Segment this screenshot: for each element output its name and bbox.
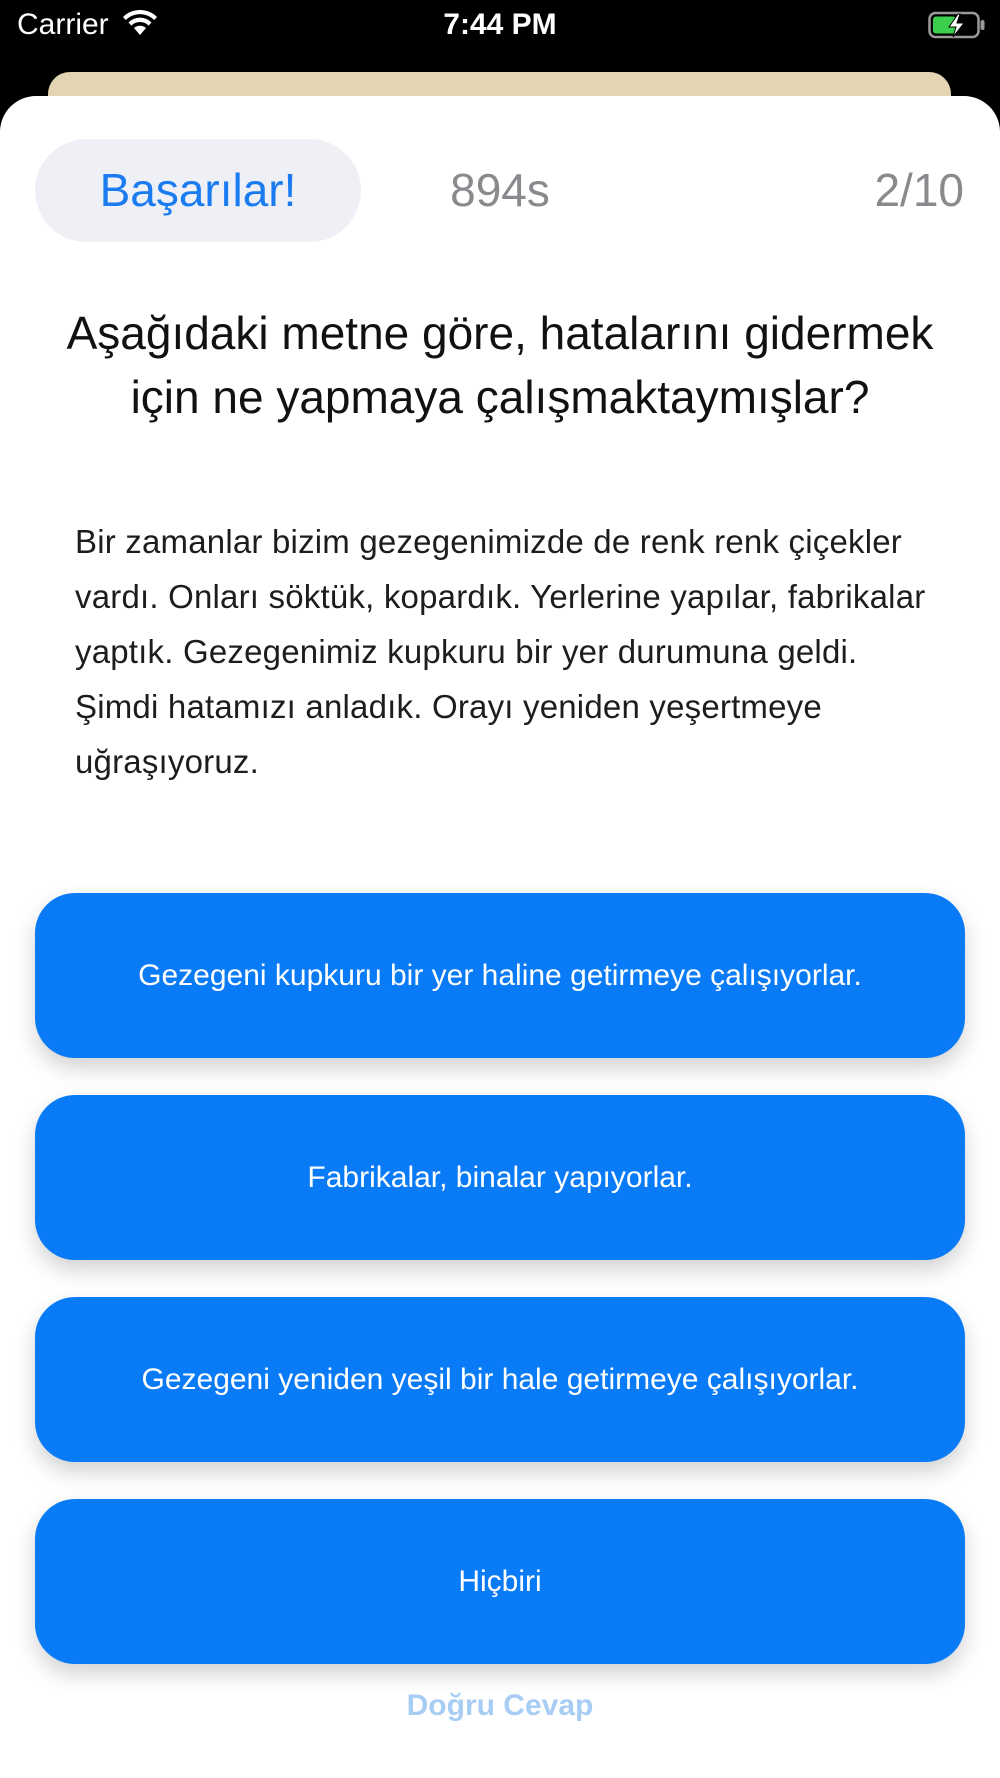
answer-list <box>35 893 965 1701</box>
question-text: Aşağıdaki metne göre, hatalarını gidermek için ne yapmaya çalışmaktaymışlar? <box>66 307 934 423</box>
passage-text: Bir zamanlar bizim gezegenimizde de renk renk çiçekler vardı. Onları söktük, kopardık. Yerlerine yapılar, fabrikalar yaptık. Gezegenimiz kupkuru bir yer durumuna geldi. Şimdi hatamızı anladık. Orayı yeniden yeşertmeye uğraşıyoruz. <box>75 523 926 780</box>
correct-answer-button[interactable]: Doğru Cevap <box>406 1689 594 1722</box>
encouragement-badge: Başarılar! <box>35 139 361 242</box>
answer-button-2[interactable]: Fabrikalar, binalar yapıyorlar. <box>35 1095 965 1260</box>
quiz-header <box>0 96 1000 246</box>
status-time: 7:44 PM <box>443 8 557 41</box>
question-progress: 2/10 <box>874 164 964 216</box>
battery-charging-icon <box>928 11 986 39</box>
answer-button-4[interactable]: Hiçbiri <box>35 1499 965 1664</box>
carrier-label: Carrier <box>17 8 109 41</box>
answer-button-1[interactable]: Gezegeni kupkuru bir yer haline getirmeye çalışıyorlar. <box>35 893 965 1058</box>
answer-button-3[interactable]: Gezegeni yeniden yeşil bir hale getirmeye çalışıyorlar. <box>35 1297 965 1462</box>
quiz-card <box>0 96 1000 1778</box>
status-bar <box>0 0 1000 50</box>
timer-label: 894s <box>450 164 550 216</box>
